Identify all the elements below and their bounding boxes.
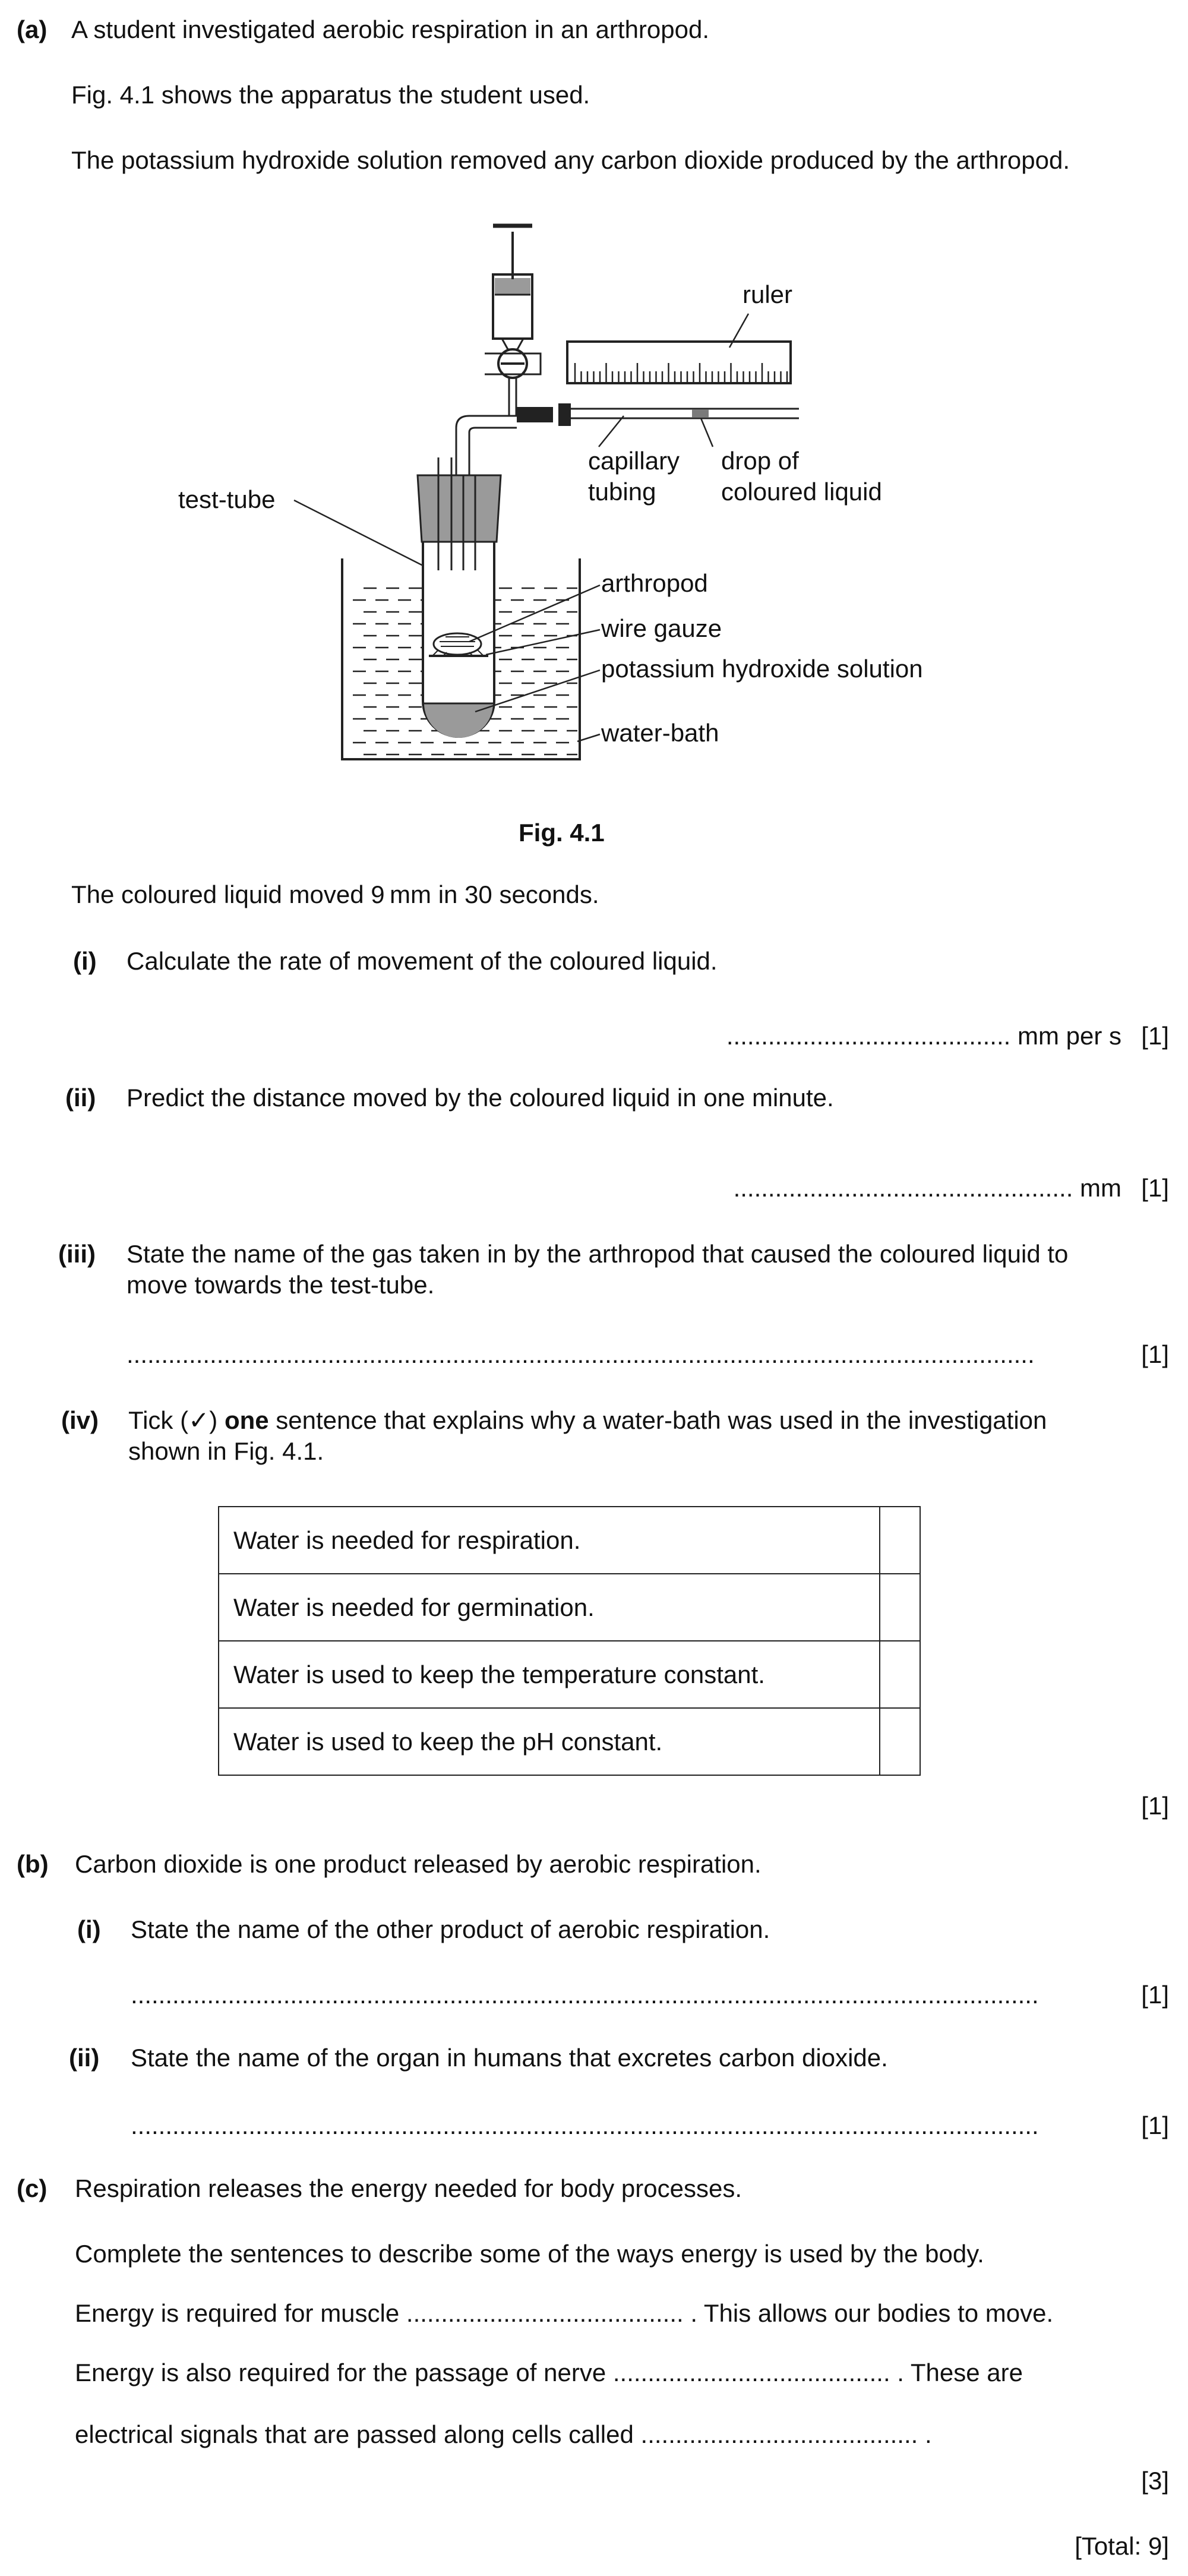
option-text: Water is needed for respiration. — [219, 1507, 880, 1574]
label-arthropod: arthropod — [601, 569, 708, 597]
tick-box[interactable] — [880, 1641, 920, 1708]
option-text: Water is needed for germination. — [219, 1574, 880, 1641]
part-c-stem: Respiration releases the energy needed for body processes. — [75, 2174, 742, 2202]
q-b-ii-answer-line[interactable]: ................................................................................................................................... — [131, 2111, 1039, 2139]
q-b-i-answer-line[interactable]: ................................................................................................................................... — [131, 1981, 1039, 2009]
tick-row — [219, 1641, 920, 1708]
q-b-ii-label: (ii) — [69, 2044, 100, 2072]
q-a-ii-answer-line[interactable]: ................................................. mm — [733, 1174, 1121, 1202]
q-a-iii-marks: [1] — [1141, 1340, 1169, 1368]
part-c-line-2[interactable]: Energy is also required for the passage of nerve ........................................ . These are — [75, 2359, 1023, 2386]
label-test-tube: test-tube — [178, 485, 276, 513]
q-a-iii-label: (iii) — [58, 1240, 96, 1268]
label-water-bath: water-bath — [601, 719, 719, 747]
q-a-iv-text-2: shown in Fig. 4.1. — [128, 1437, 324, 1465]
tick-row — [219, 1574, 920, 1641]
part-a-label: (a) — [17, 15, 48, 43]
total-marks: [Total: 9] — [1075, 2532, 1169, 2560]
apparatus-diagram — [0, 0, 1188, 790]
q-a-iii-text-2: move towards the test-tube. — [127, 1271, 435, 1299]
label-ruler: ruler — [742, 280, 793, 308]
figure-caption: Fig. 4.1 — [519, 819, 605, 847]
label-drop-2: coloured liquid — [721, 478, 882, 506]
q-a-ii-text: Predict the distance moved by the coloured liquid in one minute. — [127, 1084, 834, 1112]
q-a-i-answer-line[interactable]: ......................................... mm per s — [726, 1022, 1121, 1050]
part-a-intro-1: A student investigated aerobic respiration in an arthropod. — [71, 15, 710, 43]
part-a-stem: The coloured liquid moved 9 mm in 30 seconds. — [71, 880, 599, 908]
q-a-i-text: Calculate the rate of movement of the coloured liquid. — [127, 947, 718, 975]
q-b-i-marks: [1] — [1141, 1981, 1169, 2009]
tick-row — [219, 1708, 920, 1775]
q-a-iv-marks: [1] — [1141, 1792, 1169, 1820]
q-a-ii-label: (ii) — [65, 1084, 96, 1112]
q-a-iii-text-1: State the name of the gas taken in by the arthropod that caused the coloured liquid to — [127, 1240, 1069, 1268]
part-b-stem: Carbon dioxide is one product released by aerobic respiration. — [75, 1850, 762, 1878]
q-a-iv-label: (iv) — [61, 1406, 99, 1434]
tick-box[interactable] — [880, 1708, 920, 1775]
tick-table — [218, 1506, 921, 1776]
tick-box[interactable] — [880, 1574, 920, 1641]
part-b-label: (b) — [17, 1850, 49, 1878]
label-koh: potassium hydroxide solution — [601, 655, 923, 683]
option-text: Water is used to keep the pH constant. — [219, 1708, 880, 1775]
q-b-i-text: State the name of the other product of aerobic respiration. — [131, 1915, 770, 1943]
option-text: Water is used to keep the temperature constant. — [219, 1641, 880, 1708]
part-c-line-3[interactable]: electrical signals that are passed along cells called ........................................ . — [75, 2420, 932, 2448]
q-a-iv-text-1: Tick (✓) one sentence that explains why a water-bath was used in the investigation — [128, 1406, 1047, 1434]
q-b-i-label: (i) — [77, 1915, 101, 1943]
part-a-intro-3: The potassium hydroxide solution removed any carbon dioxide produced by the arthropod. — [71, 146, 1070, 174]
label-wire-gauze: wire gauze — [601, 614, 722, 642]
label-drop-1: drop of — [721, 447, 799, 475]
q-b-ii-text: State the name of the organ in humans that excretes carbon dioxide. — [131, 2044, 888, 2072]
part-c-instruction: Complete the sentences to describe some of the ways energy is used by the body. — [75, 2240, 984, 2268]
part-c-marks: [3] — [1141, 2467, 1169, 2495]
q-a-i-marks: [1] — [1141, 1022, 1169, 1050]
q-a-iii-answer-line[interactable]: ................................................................................................................................... — [127, 1340, 1035, 1368]
part-c-label: (c) — [17, 2174, 48, 2202]
label-capillary-2: tubing — [588, 478, 656, 506]
part-a-intro-2: Fig. 4.1 shows the apparatus the student used. — [71, 81, 590, 109]
tick-row — [219, 1507, 920, 1574]
q-a-ii-marks: [1] — [1141, 1174, 1169, 1202]
part-c-line-1[interactable]: Energy is required for muscle ........................................ . This allows our bodies to move. — [75, 2299, 1054, 2327]
label-capillary-1: capillary — [588, 447, 680, 475]
tick-box[interactable] — [880, 1507, 920, 1574]
q-a-i-label: (i) — [73, 947, 97, 975]
q-b-ii-marks: [1] — [1141, 2111, 1169, 2139]
